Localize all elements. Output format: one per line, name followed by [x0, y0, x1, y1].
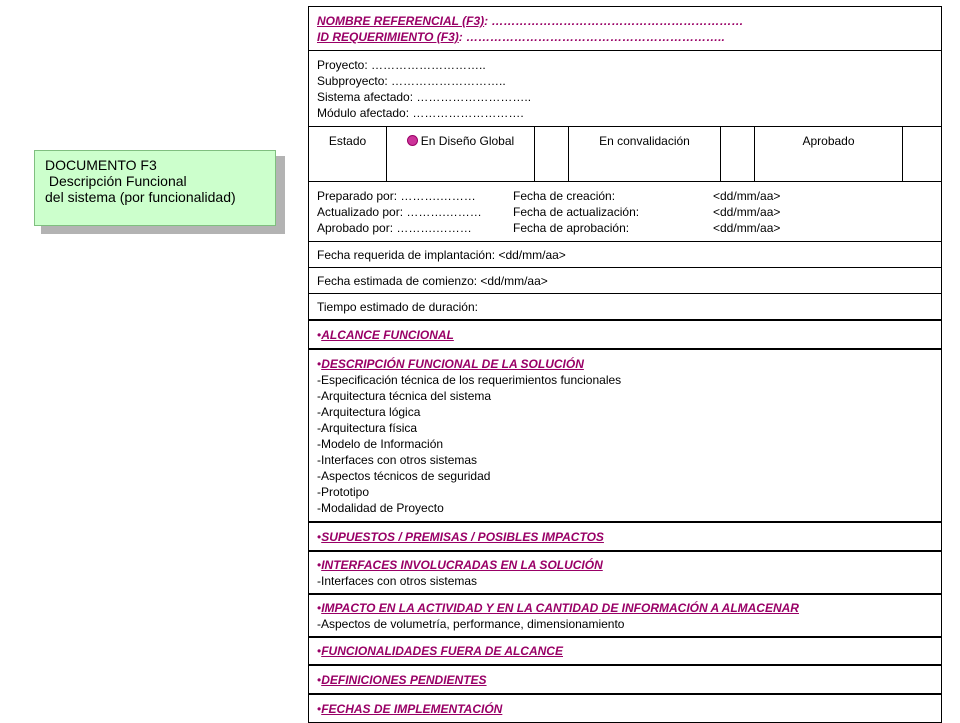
tiempo-duracion-text: Tiempo estimado de duración: — [317, 300, 478, 314]
id-value[interactable]: : ……………………………………………………….. — [458, 30, 725, 44]
impacto-item: -Aspectos de volumetría, performance, dimensionamiento — [317, 617, 625, 631]
descripcion-item: -Especificación técnica de los requerimientos funcionales — [317, 373, 622, 387]
descripcion-title: DESCRIPCIÓN FUNCIONAL DE LA SOLUCIÓN — [321, 357, 584, 371]
fecha-requerida-text: Fecha requerida de implantación: <dd/mm/aa> — [317, 248, 566, 262]
alcance-title: ALCANCE FUNCIONAL — [321, 328, 454, 342]
descripcion-item: -Arquitectura lógica — [317, 405, 421, 419]
descripcion-item: -Aspectos técnicos de seguridad — [317, 469, 491, 483]
nombre-label: NOMBRE REFERENCIAL (F3) — [317, 14, 485, 28]
fecha-aprobacion-label: Fecha de aprobación: — [513, 221, 630, 235]
section-interfaces[interactable]: •INTERFACES INVOLUCRADAS EN LA SOLUCIÓN -Interfaces con otros sistemas — [309, 552, 941, 595]
aprobado-field[interactable]: Aprobado por: ……….……… — [317, 221, 472, 235]
section-impacto[interactable]: •IMPACTO EN LA ACTIVIDAD Y EN LA CANTIDAD DE INFORMACIÓN A ALMACENAR -Aspectos de volumetría, performance, dimensionamiento — [309, 595, 941, 638]
section-descripcion[interactable]: •DESCRIPCIÓN FUNCIONAL DE LA SOLUCIÓN -Especificación técnica de los requerimientos funcionales -Arquitectura técnica del sistema -Arquitectura lógica -Arquitectura física -Modelo de Información -Interfaces con otros sistemas -Aspectos técnicos de seguridad -Prototipo -Modalidad de Proyecto — [309, 350, 941, 523]
fecha-actualizacion-label: Fecha de actualización: — [513, 205, 640, 219]
fecha-creacion-label: Fecha de creación: — [513, 189, 616, 203]
fecha-actualizacion-value[interactable]: <dd/mm/aa> — [713, 205, 781, 219]
descripcion-item: -Modalidad de Proyecto — [317, 501, 444, 515]
estado-option-convalidacion[interactable]: En convalidación — [569, 127, 721, 181]
descripcion-item: -Interfaces con otros sistemas — [317, 453, 478, 467]
fecha-requerida-row[interactable] — [309, 242, 941, 268]
estado-option-diseno-label: En Diseño Global — [420, 134, 515, 148]
section-supuestos[interactable]: •SUPUESTOS / PREMISAS / POSIBLES IMPACTOS — [309, 523, 941, 552]
modulo-field[interactable]: Módulo afectado: ………………………. — [317, 106, 524, 120]
supuestos-title: SUPUESTOS / PREMISAS / POSIBLES IMPACTOS — [321, 530, 604, 544]
card-line-3: del sistema (por funcionalidad) — [45, 189, 236, 205]
fecha-aprobacion-value[interactable]: <dd/mm/aa> — [713, 221, 781, 235]
sistema-field[interactable]: Sistema afectado: ……………………….. — [317, 90, 532, 104]
selected-status-dot-icon — [407, 135, 418, 146]
subproyecto-field[interactable]: Subproyecto: ……………………….. — [317, 74, 506, 88]
estado-option-aprobado[interactable]: Aprobado — [755, 127, 903, 181]
fecha-estimada-text: Fecha estimada de comienzo: <dd/mm/aa> — [317, 274, 548, 288]
interfaces-title: INTERFACES INVOLUCRADAS EN LA SOLUCIÓN — [321, 558, 603, 572]
section-definiciones[interactable]: •DEFINICIONES PENDIENTES — [309, 666, 941, 695]
estado-check-diseno[interactable] — [535, 127, 569, 181]
section-funcionalidades[interactable]: •FUNCIONALIDADES FUERA DE ALCANCE — [309, 638, 941, 666]
document-title-card — [34, 150, 276, 226]
descripcion-item: -Modelo de Información — [317, 437, 444, 451]
id-label: ID REQUERIMIENTO (F3) — [317, 30, 459, 44]
estado-option-diseno[interactable] — [387, 127, 535, 181]
estado-check-aprobado[interactable] — [903, 127, 941, 181]
header-row — [309, 7, 941, 51]
definiciones-title: DEFINICIONES PENDIENTES — [321, 673, 487, 687]
card-line-2: Descripción Funcional — [45, 173, 187, 189]
section-alcance[interactable]: •ALCANCE FUNCIONAL — [309, 321, 941, 350]
nombre-value[interactable]: : ……………………………………………………… — [484, 14, 744, 28]
estado-label: Estado — [309, 127, 387, 181]
fecha-estimada-row[interactable] — [309, 268, 941, 294]
fecha-creacion-value[interactable]: <dd/mm/aa> — [713, 189, 781, 203]
actualizado-field[interactable]: Actualizado por: ……….……… — [317, 205, 482, 219]
card-line-1: DOCUMENTO F3 — [45, 157, 157, 173]
estado-check-convalidacion[interactable] — [721, 127, 755, 181]
project-row — [309, 51, 941, 127]
fechas-title: FECHAS DE IMPLEMENTACIÓN — [321, 702, 503, 716]
funcionalidades-title: FUNCIONALIDADES FUERA DE ALCANCE — [321, 644, 563, 658]
descripcion-item: -Prototipo — [317, 485, 370, 499]
descripcion-item: -Arquitectura técnica del sistema — [317, 389, 492, 403]
functional-description-form — [308, 6, 942, 723]
preparado-field[interactable]: Preparado por: ……….……… — [317, 189, 476, 203]
descripcion-item: -Arquitectura física — [317, 421, 418, 435]
section-fechas[interactable]: •FECHAS DE IMPLEMENTACIÓN — [317, 702, 503, 716]
proyecto-field[interactable]: Proyecto: ……………………….. — [317, 58, 486, 72]
interfaces-item: -Interfaces con otros sistemas — [317, 574, 478, 588]
estado-row — [309, 127, 941, 182]
signoff-row — [309, 182, 941, 242]
tiempo-duracion-row[interactable] — [309, 294, 941, 321]
impacto-title: IMPACTO EN LA ACTIVIDAD Y EN LA CANTIDAD DE INFORMACIÓN A ALMACENAR — [321, 601, 799, 615]
